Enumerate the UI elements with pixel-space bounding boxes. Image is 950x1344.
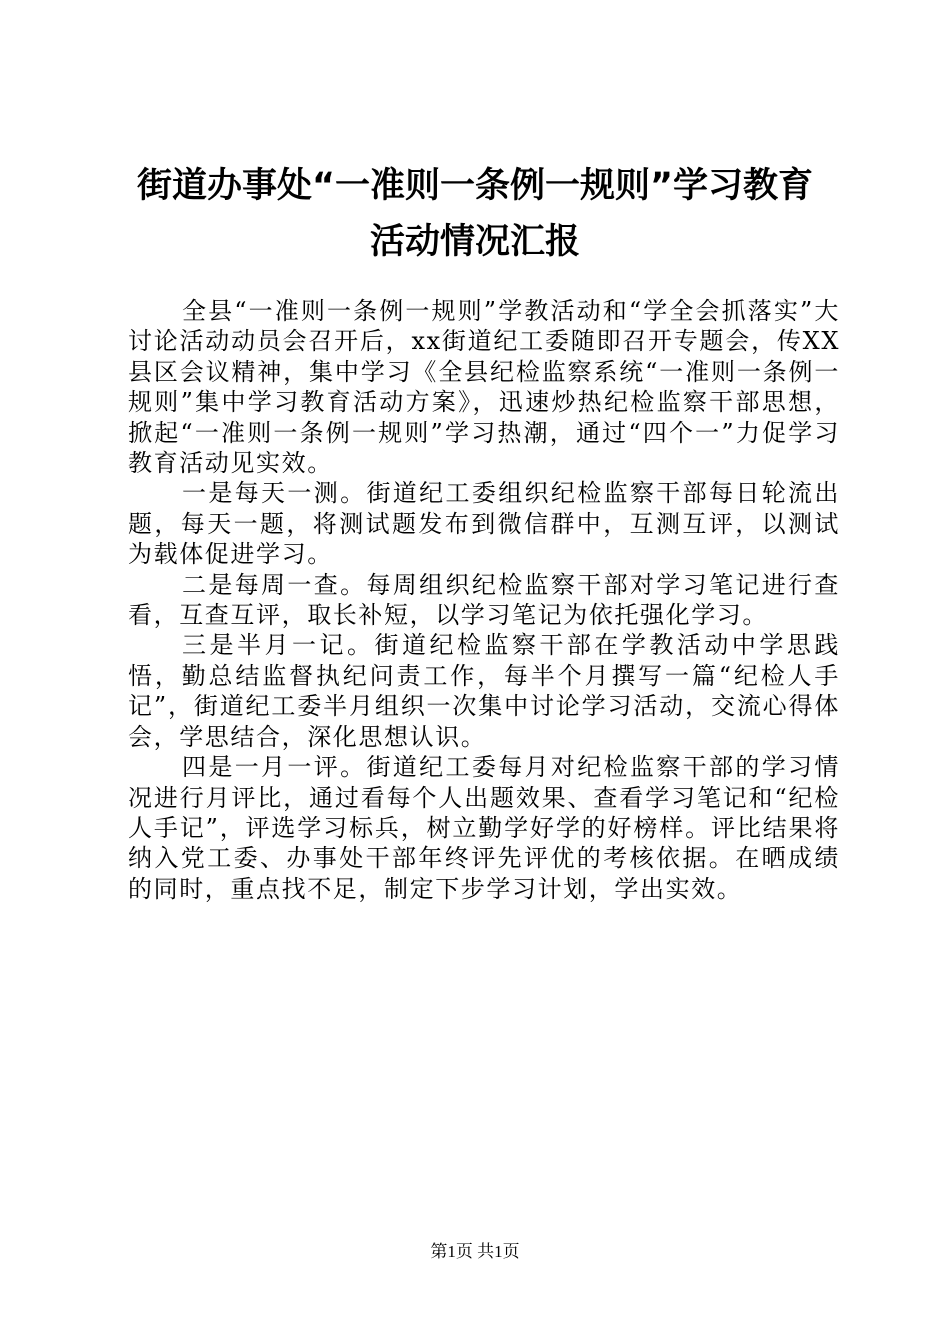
document-title-line-1: 街道办事处“一准则一条例一规则”学习教育 [136, 166, 813, 206]
paragraph-intro: 全县“一准则一条例一规则”学教活动和“学全会抓落实”大讨论活动动员会召开后，xx街道纪工委随即召开专题会，传XX县区会议精神，集中学习《全县纪检监察系统“一准则一条例一规则”集中学习教育活动方案》，迅速炒热纪检监察干部思想，掀起“一准则一条例一规则”学习热潮，通过“四个一”力促学习教育活动见实效。 [128, 297, 840, 478]
paragraph-half-month-notes: 三是半月一记。街道纪检监察干部在学教活动中学思践悟，勤总结监督执纪问责工作，每半个月撰写一篇“纪检人手记”，街道纪工委半月组织一次集中讨论学习活动，交流心得体会，学思结合，深化思想认识。 [128, 631, 840, 751]
paragraph-monthly-review: 四是一月一评。街道纪工委每月对纪检监察干部的学习情况进行月评比，通过看每个人出题效果、查看学习笔记和“纪检人手记”，评选学习标兵，树立勤学好学的好榜样。评比结果将纳入党工委、办事处干部年终评先评优的考核依据。在晒成绩的同时，重点找不足，制定下步学习计划，学出实效。 [128, 753, 840, 903]
page-footer: 第1页 共1页 [430, 1242, 520, 1261]
document-title-line-2: 活动情况汇报 [369, 222, 580, 262]
paragraph-daily-test: 一是每天一测。街道纪工委组织纪检监察干部每日轮流出题，每天一题，将测试题发布到微信群中，互测互评，以测试为载体促进学习。 [128, 479, 840, 569]
document-body [128, 296, 840, 904]
paragraph-weekly-check: 二是每周一查。每周组织纪检监察干部对学习笔记进行查看，互查互评，取长补短，以学习笔记为依托强化学习。 [128, 570, 840, 630]
